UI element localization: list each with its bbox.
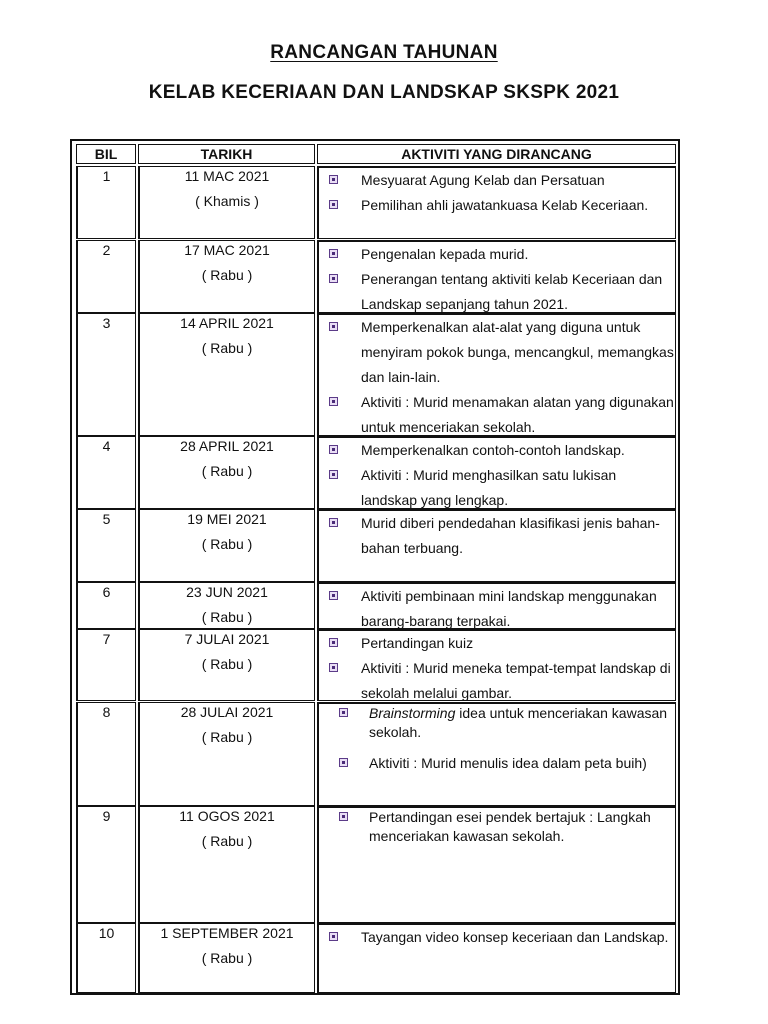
bullet-icon [339, 812, 348, 821]
activity-item [319, 390, 675, 440]
activity-list [319, 584, 675, 634]
activity-item [319, 704, 675, 742]
activity-list [319, 168, 675, 218]
tarikh-cell [138, 509, 315, 582]
activity-list [319, 704, 675, 773]
day-text: ( Rabu ) [201, 536, 253, 552]
bullet-icon [339, 708, 348, 717]
activity-item [319, 808, 675, 846]
date-text: 7 JULAI 2021 [184, 631, 270, 647]
header-tarikh: TARIKH [138, 144, 315, 164]
day-text: ( Rabu ) [201, 656, 253, 672]
day-text: ( Rabu ) [201, 950, 253, 966]
activity-item [319, 168, 675, 193]
bullet-icon [329, 591, 338, 600]
activity-text: Pertandingan kuiz [361, 635, 474, 651]
aktiviti-cell [317, 509, 676, 582]
activity-text: Aktiviti pembinaan mini landskap menggunakan barang-barang terpakai. [361, 588, 657, 629]
aktiviti-cell [317, 629, 676, 701]
date-text: 14 APRIL 2021 [180, 315, 274, 331]
row-number: 5 [102, 511, 111, 527]
activity-text: Tayangan video konsep keceriaan dan Landskap. [361, 929, 669, 945]
day-text: ( Khamis ) [195, 193, 259, 209]
bullet-icon [329, 322, 338, 331]
activity-item [319, 511, 675, 561]
tarikh-cell [138, 923, 315, 993]
activity-item [319, 438, 675, 463]
activity-list [319, 315, 675, 440]
tarikh-cell [138, 313, 315, 436]
tarikh-cell [138, 702, 315, 806]
annual-plan-table [70, 139, 680, 995]
activity-text: Aktiviti : Murid menamakan alatan yang digunakan untuk menceriakan sekolah. [361, 394, 674, 435]
activity-text: Aktiviti : Murid menulis idea dalam peta buih) [369, 755, 647, 771]
day-text: ( Rabu ) [201, 729, 253, 745]
row-number: 1 [102, 168, 111, 184]
activity-list [319, 808, 675, 846]
activity-text: Aktiviti : Murid meneka tempat-tempat landskap di sekolah melalui gambar. [361, 660, 671, 701]
aktiviti-cell [317, 923, 676, 993]
activity-list [319, 631, 675, 706]
activity-text: Murid diberi pendedahan klasifikasi jenis bahan-bahan terbuang. [361, 515, 660, 556]
activity-list [319, 925, 675, 950]
activity-text: Aktiviti : Murid menghasilkan satu lukisan landskap yang lengkap. [361, 467, 617, 508]
activity-item [319, 925, 675, 950]
aktiviti-cell [317, 582, 676, 629]
row-number: 7 [102, 631, 111, 647]
activity-list [319, 511, 675, 561]
bil-cell [76, 509, 136, 582]
date-text: 23 JUN 2021 [186, 584, 268, 600]
tarikh-cell [138, 806, 315, 923]
header-bil: BIL [76, 144, 136, 164]
bil-cell [76, 702, 136, 806]
activity-item [319, 267, 675, 317]
bil-cell [76, 629, 136, 701]
activity-text: Pemilihan ahli jawatankuasa Kelab Keceriaan. [361, 197, 649, 213]
row-number: 4 [102, 438, 111, 454]
aktiviti-cell [317, 240, 676, 313]
header-aktiviti: AKTIVITI YANG DIRANCANG [317, 144, 676, 164]
date-text: 17 MAC 2021 [184, 242, 270, 258]
aktiviti-cell [317, 702, 676, 806]
bil-cell [76, 313, 136, 436]
activity-item [319, 463, 675, 513]
document-title: RANCANGAN TAHUNAN [270, 42, 498, 63]
tarikh-cell [138, 240, 315, 313]
activity-list [319, 438, 675, 513]
activity-text: Pertandingan esei pendek bertajuk : Langkah menceriakan kawasan sekolah. [369, 809, 651, 844]
date-text: 11 MAC 2021 [184, 168, 270, 184]
row-number: 8 [102, 704, 111, 720]
bullet-icon [329, 932, 338, 941]
activity-text: Memperkenalkan contoh-contoh landskap. [361, 442, 625, 458]
bil-cell [76, 240, 136, 313]
activity-item [319, 631, 675, 656]
bullet-icon [329, 445, 338, 454]
activity-item [319, 656, 675, 706]
day-text: ( Rabu ) [201, 463, 253, 479]
activity-item [319, 584, 675, 634]
aktiviti-cell [317, 166, 676, 239]
bil-cell [76, 806, 136, 923]
day-text: ( Rabu ) [201, 609, 253, 625]
date-text: 28 APRIL 2021 [180, 438, 274, 454]
activity-list [319, 242, 675, 317]
bullet-icon [329, 274, 338, 283]
date-text: 19 MEI 2021 [187, 511, 267, 527]
row-number: 6 [102, 584, 111, 600]
activity-item [319, 242, 675, 267]
bullet-icon [329, 663, 338, 672]
tarikh-cell [138, 436, 315, 509]
bil-cell [76, 923, 136, 993]
activity-text: Memperkenalkan alat-alat yang diguna untuk menyiram pokok bunga, mencangkul, memangkas dan lain-lain. [361, 319, 674, 385]
date-text: 1 SEPTEMBER 2021 [160, 925, 294, 941]
bullet-icon [329, 470, 338, 479]
row-number: 2 [102, 242, 111, 258]
activity-item [319, 315, 675, 390]
bil-cell [76, 166, 136, 239]
activity-text: Penerangan tentang aktiviti kelab Keceriaan dan Landskap sepanjang tahun 2021. [361, 271, 663, 312]
aktiviti-cell [317, 313, 676, 436]
row-number: 10 [98, 925, 115, 941]
activity-item [319, 754, 675, 773]
bullet-icon [329, 518, 338, 527]
day-text: ( Rabu ) [201, 340, 253, 356]
bullet-icon [329, 249, 338, 258]
activity-item [319, 193, 675, 218]
day-text: ( Rabu ) [201, 267, 253, 283]
document-subtitle: KELAB KECERIAAN DAN LANDSKAP SKSPK 2021 [148, 82, 620, 103]
date-text: 28 JULAI 2021 [180, 704, 274, 720]
aktiviti-cell [317, 436, 676, 509]
row-number: 3 [102, 315, 111, 331]
bullet-icon [329, 397, 338, 406]
bullet-icon [339, 758, 348, 767]
activity-text: Mesyuarat Agung Kelab dan Persatuan [361, 172, 605, 188]
row-number: 9 [102, 808, 111, 824]
tarikh-cell [138, 166, 315, 239]
bil-cell [76, 436, 136, 509]
activity-text: Pengenalan kepada murid. [361, 246, 529, 262]
bullet-icon [329, 175, 338, 184]
bullet-icon [329, 638, 338, 647]
bil-cell [76, 582, 136, 629]
activity-text: idea untuk menceriakan kawasan sekolah. [369, 705, 668, 740]
day-text: ( Rabu ) [201, 833, 253, 849]
tarikh-cell [138, 629, 315, 701]
activity-emphasis: Brainstorming [369, 705, 456, 721]
aktiviti-cell [317, 806, 676, 923]
tarikh-cell [138, 582, 315, 629]
bullet-icon [329, 200, 338, 209]
date-text: 11 OGOS 2021 [179, 808, 275, 824]
